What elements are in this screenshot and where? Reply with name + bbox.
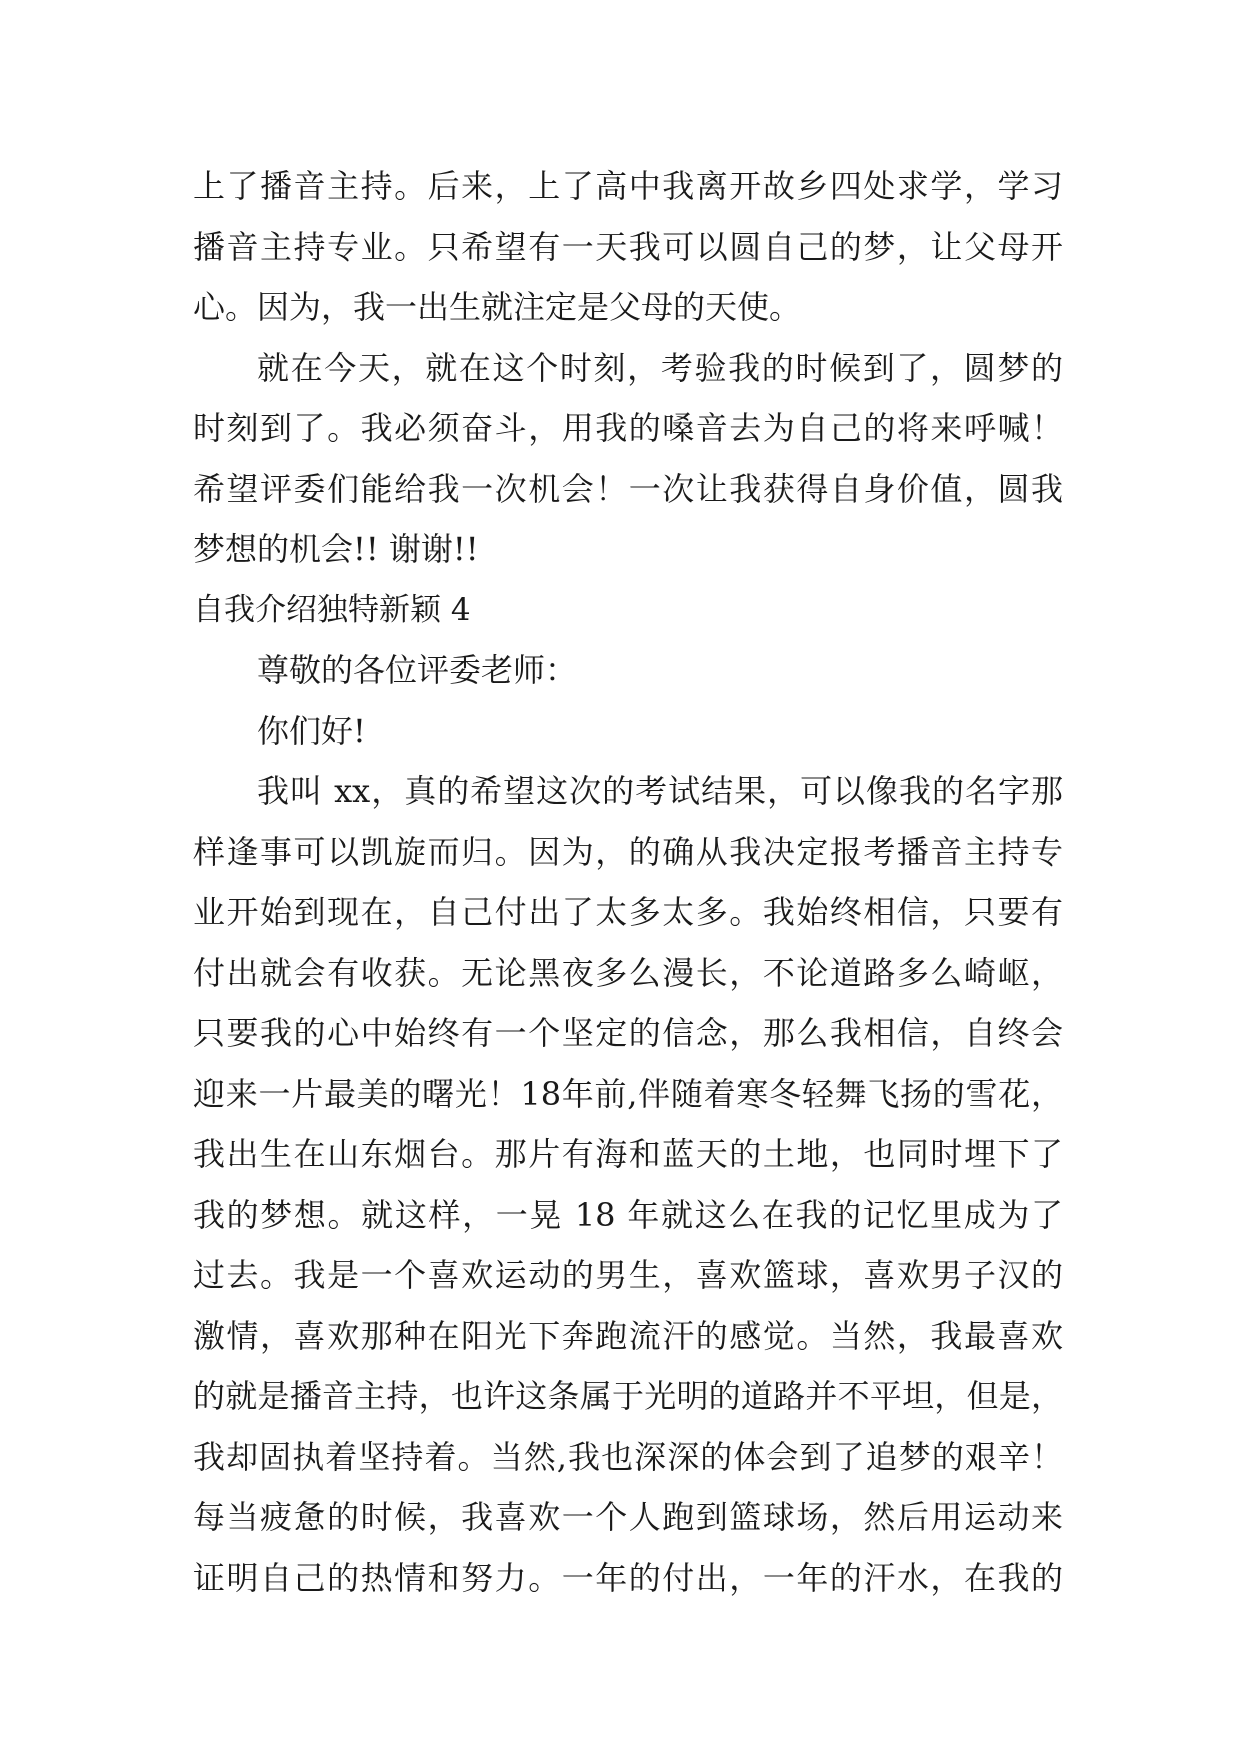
text-line: 证明自己的热情和努力。一年的付出，一年的汗水，在我的 bbox=[193, 1558, 1063, 1597]
text-line: 我出生在山东烟台。那片有海和蓝天的土地，也同时埋下了 bbox=[193, 1135, 1063, 1173]
text-line: 心。因为，我一出生就注定是父母的天使。 bbox=[193, 288, 802, 326]
paragraph-start-line: 就在今天，就在这个时刻，考验我的时候到了，圆梦的 bbox=[257, 348, 1063, 387]
text-line: 迎来一片最美的曙光！18年前,伴随着寒冬轻舞飞扬的雪花， bbox=[193, 1074, 1063, 1113]
text-line: 只要我的心中始终有一个坚定的信念，那么我相信，自终会 bbox=[193, 1014, 1063, 1052]
text-line: 每当疲惫的时候，我喜欢一个人跑到篮球场，然后用运动来 bbox=[193, 1498, 1063, 1536]
text-line: 样逢事可以凯旋而归。因为，的确从我决定报考播音主持专 bbox=[193, 832, 1063, 871]
text-line: 我却固执着坚持着。当然,我也深深的体会到了追梦的艰辛！ bbox=[193, 1437, 1063, 1476]
text-line: 上了播音主持。后来，上了高中我离开故乡四处求学，学习 bbox=[193, 167, 1063, 205]
text-line: 激情，喜欢那种在阳光下奔跑流汗的感觉。当然，我最喜欢 bbox=[193, 1316, 1063, 1355]
text-line: 过去。我是一个喜欢运动的男生，喜欢篮球，喜欢男子汉的 bbox=[193, 1256, 1063, 1294]
greeting-line: 你们好! bbox=[257, 711, 366, 750]
text-line: 播音主持专业。只希望有一天我可以圆自己的梦，让父母开 bbox=[193, 227, 1063, 266]
text-line: 的就是播音主持，也许这条属于光明的道路并不平坦，但是， bbox=[193, 1377, 1063, 1415]
text-line: 付出就会有收获。无论黑夜多么漫长，不论道路多么崎岖， bbox=[193, 953, 1063, 992]
text-line: 梦想的机会!! 谢谢!! bbox=[193, 530, 479, 568]
section-heading: 自我介绍独特新颖 4 bbox=[193, 591, 471, 628]
salutation-line: 尊敬的各位评委老师： bbox=[257, 651, 578, 689]
text-line: 希望评委们能给我一次机会！一次让我获得自身价值，圆我 bbox=[193, 469, 1063, 508]
document-body bbox=[193, 156, 1063, 1608]
text-line: 业开始到现在，自己付出了太多太多。我始终相信，只要有 bbox=[193, 893, 1063, 931]
text-line: 我的梦想。就这样，一晃 18 年就这么在我的记忆里成为了 bbox=[193, 1195, 1063, 1234]
text-line: 时刻到了。我必须奋斗，用我的嗓音去为自己的将来呼喊！ bbox=[193, 409, 1063, 447]
paragraph-start-line: 我叫 xx，真的希望这次的考试结果，可以像我的名字那 bbox=[257, 772, 1063, 810]
